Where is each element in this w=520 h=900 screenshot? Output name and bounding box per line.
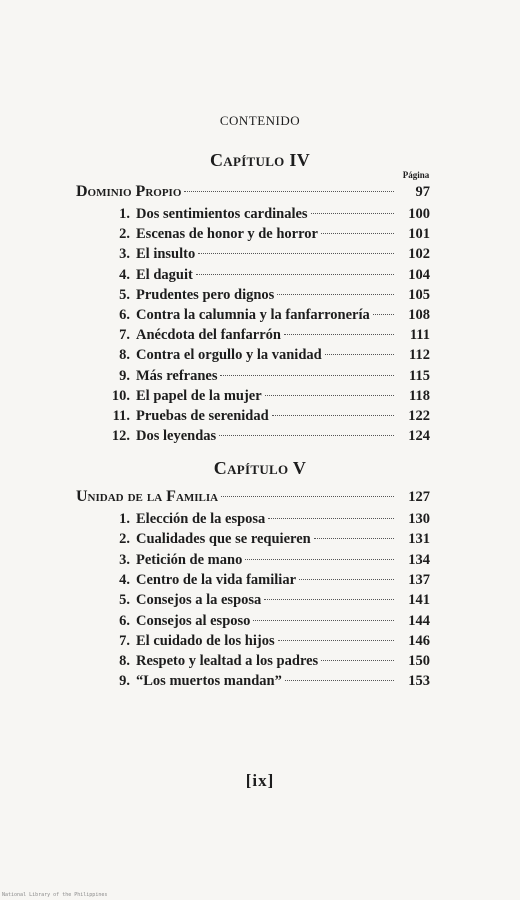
entry-title: Petición de mano xyxy=(136,551,243,568)
entry-title: El cuidado de los hijos xyxy=(136,632,275,649)
page-number: 131 xyxy=(408,531,430,548)
page-number: 122 xyxy=(408,408,430,424)
dot-leader xyxy=(284,334,394,335)
entry-title: Dos leyendas xyxy=(136,428,217,445)
entry-title: Cualidades que se requieren xyxy=(136,531,311,548)
entry-number: 5. xyxy=(119,592,130,609)
entry-number: 4. xyxy=(119,571,130,588)
dot-leader xyxy=(278,640,394,641)
dot-leader xyxy=(299,579,394,580)
toc-entry xyxy=(100,408,430,428)
dot-leader xyxy=(219,435,394,436)
section-title: Dominio Propio xyxy=(76,183,182,200)
page-number: 115 xyxy=(409,367,430,384)
entry-title: Respeto y lealtad a los padres xyxy=(136,653,319,670)
page-number: 137 xyxy=(408,571,430,588)
entry-title: El daguit xyxy=(136,266,193,283)
toc-entry xyxy=(100,511,430,531)
entry-number: 6. xyxy=(119,307,130,323)
page-number: 111 xyxy=(409,327,430,344)
dot-leader xyxy=(321,233,394,234)
page-number: 105 xyxy=(408,286,430,303)
dot-leader xyxy=(198,253,394,254)
toc-entry xyxy=(100,673,430,693)
entry-title: Anécdota del fanfarrón xyxy=(136,327,281,344)
toc-entry xyxy=(100,347,430,367)
toc-entry xyxy=(100,307,430,327)
dot-leader xyxy=(314,538,394,539)
entry-number: 4. xyxy=(119,266,130,283)
entry-number: 1. xyxy=(119,206,130,222)
entry-title: Consejos al esposo xyxy=(136,612,251,629)
entry-number: 9. xyxy=(119,367,130,384)
page-number: 130 xyxy=(408,511,430,527)
chapter-title: Capítulo IV xyxy=(209,150,311,170)
section-title: Unidad de la Familia xyxy=(76,488,219,505)
section-title-row xyxy=(76,488,430,508)
page-number: 141 xyxy=(408,592,430,609)
toc-entry xyxy=(100,613,430,633)
page-number: 102 xyxy=(408,246,430,263)
toc-entry xyxy=(100,428,430,448)
dot-leader xyxy=(184,191,394,192)
entry-title: Elección de la esposa xyxy=(136,511,266,527)
entry-number: 11. xyxy=(112,408,130,424)
entry-number: 5. xyxy=(119,286,130,303)
scan-footer: National Library of the Philippines xyxy=(2,892,108,898)
page-number: 144 xyxy=(408,612,430,629)
dot-leader xyxy=(196,274,394,275)
page-number: 100 xyxy=(408,206,430,222)
toc-entry xyxy=(100,633,430,653)
dot-leader xyxy=(285,680,394,681)
toc-entry xyxy=(100,287,430,307)
entry-title: Dos sentimientos cardinales xyxy=(136,206,308,222)
entry-title: Contra la calumnia y la fanfarronería xyxy=(136,307,370,323)
entry-title: Contra el orgullo y la vanidad xyxy=(136,347,322,364)
dot-leader xyxy=(268,518,394,519)
entry-title: Consejos a la esposa xyxy=(136,592,262,609)
toc-entry xyxy=(100,206,430,226)
entry-number: 2. xyxy=(119,531,130,548)
dot-leader xyxy=(253,620,394,621)
page-number: 127 xyxy=(408,489,430,505)
entry-number: 8. xyxy=(119,347,130,364)
entry-number: 7. xyxy=(119,327,130,344)
page-footer-number: [ix] xyxy=(245,771,275,790)
dot-leader xyxy=(265,395,394,396)
page-number: 153 xyxy=(408,673,430,690)
entry-number: 1. xyxy=(119,511,130,527)
page-number: 146 xyxy=(408,632,430,649)
toc-entry xyxy=(100,572,430,592)
entry-title: Pruebas de serenidad xyxy=(136,408,269,424)
dot-leader xyxy=(245,559,394,560)
page-heading: CONTENIDO xyxy=(219,113,301,128)
entry-title: El papel de la mujer xyxy=(136,387,262,404)
toc-entry xyxy=(100,388,430,408)
toc-entry xyxy=(100,368,430,388)
page-number: 134 xyxy=(408,551,430,568)
dot-leader xyxy=(373,314,394,315)
dot-leader xyxy=(220,375,394,376)
page-number: 101 xyxy=(408,226,430,243)
entry-title: Prudentes pero dignos xyxy=(136,286,275,303)
entry-title: “Los muertos mandan” xyxy=(136,673,282,690)
chapter-title: Capítulo V xyxy=(213,458,307,478)
page-number: 112 xyxy=(409,347,430,364)
dot-leader xyxy=(221,496,394,497)
toc-entry xyxy=(100,327,430,347)
page-number: 124 xyxy=(408,428,430,445)
entry-number: 8. xyxy=(119,653,130,670)
dot-leader xyxy=(264,599,394,600)
entry-number: 12. xyxy=(111,428,130,445)
entry-title: Escenas de honor y de horror xyxy=(136,226,318,243)
page-number: 118 xyxy=(409,387,430,404)
entry-number: 9. xyxy=(119,673,130,690)
page-number: 104 xyxy=(408,266,430,283)
toc-entry xyxy=(100,552,430,572)
page-number: 108 xyxy=(408,307,430,323)
entry-title: El insulto xyxy=(136,246,196,263)
page-number: 97 xyxy=(415,184,430,200)
toc-entry xyxy=(100,531,430,551)
toc-entry xyxy=(100,226,430,246)
entry-number: 3. xyxy=(119,551,130,568)
entry-number: 7. xyxy=(119,632,130,649)
dot-leader xyxy=(277,294,394,295)
dot-leader xyxy=(311,213,394,214)
toc-entry xyxy=(100,653,430,673)
dot-leader xyxy=(325,354,394,355)
page-number: 150 xyxy=(408,653,430,670)
entry-number: 10. xyxy=(111,387,130,404)
dot-leader xyxy=(272,415,394,416)
dot-leader xyxy=(321,660,394,661)
entry-number: 3. xyxy=(119,246,130,263)
section-title-row xyxy=(76,183,430,203)
toc-entry xyxy=(100,592,430,612)
entry-title: Centro de la vida familiar xyxy=(136,571,297,588)
toc-entry xyxy=(100,267,430,287)
entry-title: Más refranes xyxy=(136,367,218,384)
entry-number: 6. xyxy=(119,612,130,629)
entry-number: 2. xyxy=(119,226,130,243)
page-column-label: Página xyxy=(402,170,430,180)
toc-entry xyxy=(100,246,430,266)
